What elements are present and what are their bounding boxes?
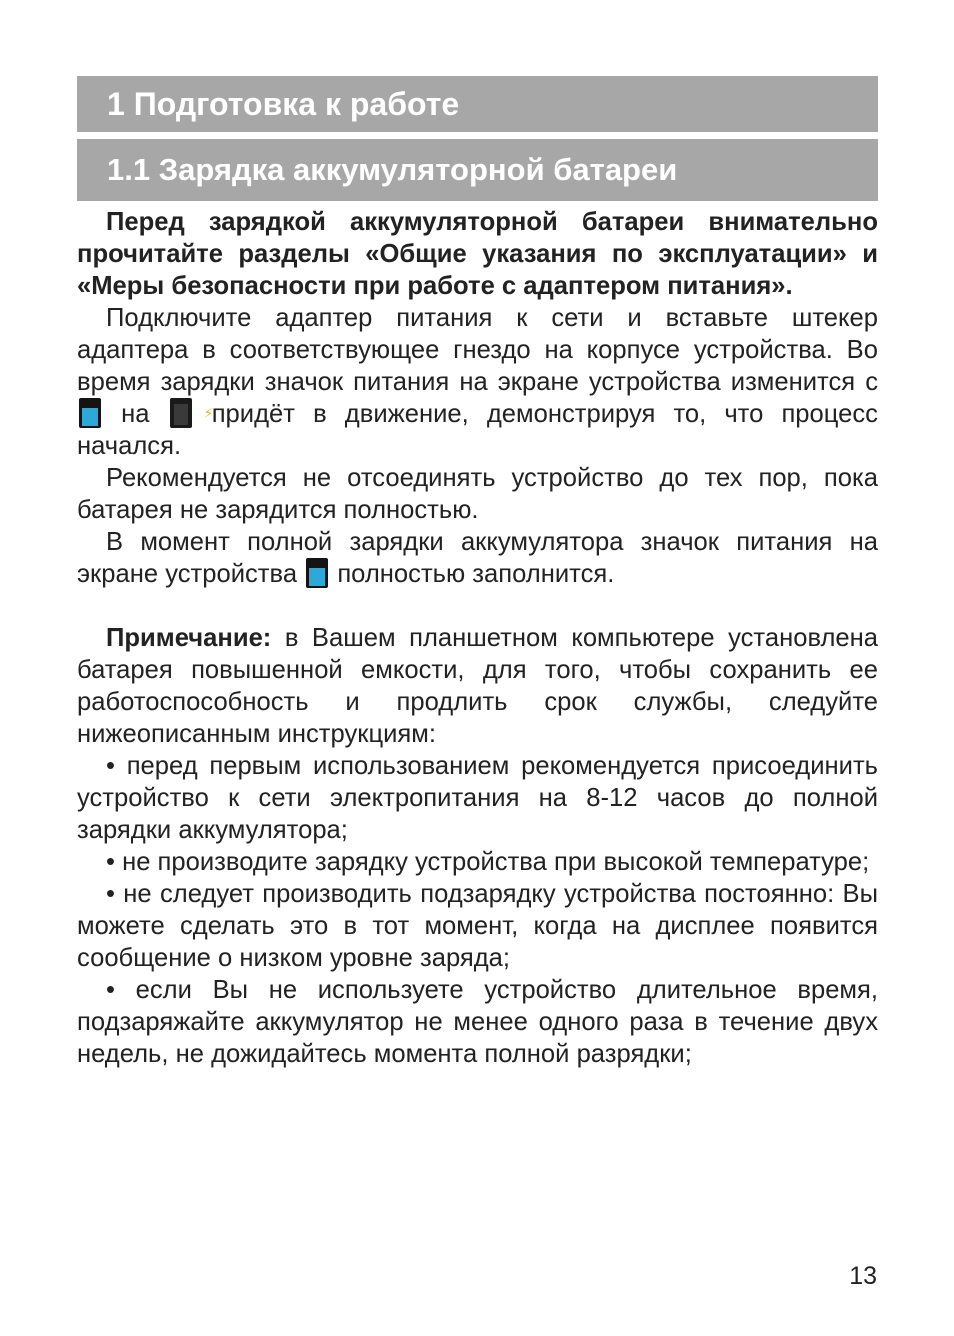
battery-charging-icon: ⚡ (170, 398, 192, 428)
paragraph-full-charge (77, 526, 878, 590)
paragraph-recommendation: Рекомендуется не отсоединять устройство до тех пор, пока батарея не зарядится полностью. (77, 464, 878, 524)
note-text: в Вашем планшетном компьютере установлена батарея повышенной емкости, для того, чтобы сохранить ее работоспособность и продлить срок службы, следуйте нижеописанным инструкциям: (77, 624, 878, 748)
note-paragraph (77, 622, 878, 750)
bullet-item: • если Вы не используете устройство длительное время, подзаряжайте аккумулятор не менее одного раза в течение двух недель, не дожидайтесь момента полной разрядки; (77, 976, 878, 1068)
spacer (77, 590, 878, 622)
paragraph-charging (77, 302, 878, 462)
paragraph-text: В момент полной зарядки аккумулятора значок питания на экране устройства (77, 528, 878, 588)
page-body (77, 206, 878, 1070)
bullet-item: • перед первым использованием рекомендуется присоединить устройство к сети электропитания на 8-12 часов до полной зарядки аккумулятора; (77, 752, 878, 844)
battery-full-icon (306, 558, 328, 588)
chapter-heading: 1 Подготовка к работе (77, 76, 878, 132)
section-heading: 1.1 Зарядка аккумуляторной батареи (77, 139, 878, 201)
battery-icon (79, 398, 101, 428)
bullet-item: • не производите зарядку устройства при высокой температуре; (106, 848, 870, 876)
paragraph-text: Подключите адаптер питания к сети и вставьте штекер адаптера в соответствующее гнездо на корпусе устройства. Во время зарядки значок питания на экране устройства изменится с (77, 304, 878, 396)
intro-paragraph: Перед зарядкой аккумуляторной батареи внимательно прочитайте разделы «Общие указания по эксплуатации» и «Меры безопасности при работе с адаптером питания». (77, 208, 878, 300)
page-number: 13 (849, 1262, 877, 1290)
paragraph-text: полностью заполнится. (337, 560, 615, 588)
bullet-item: • не следует производить подзарядку устройства постоянно: Вы можете сделать это в тот момент, когда на дисплее появится сообщение о низком уровне заряда; (77, 880, 878, 972)
paragraph-text: придёт в движение, демонстрируя то, что процесс начался. (77, 400, 878, 460)
paragraph-text: на (121, 400, 150, 428)
note-label: Примечание: (106, 624, 272, 652)
